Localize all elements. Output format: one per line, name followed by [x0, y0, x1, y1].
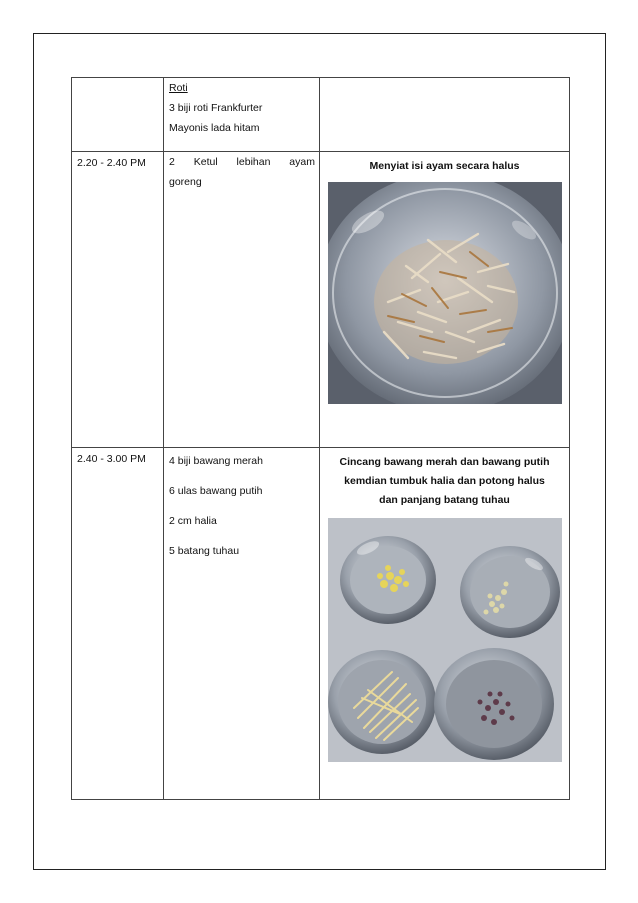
ingredient-item: 3 biji roti Frankfurter	[169, 102, 263, 114]
ingredient-item: 4 biji bawang merah	[169, 455, 263, 467]
time-cell	[72, 78, 164, 152]
time-cell: 2.20 - 2.40 PM	[72, 152, 164, 448]
ingredient-heading: Roti	[169, 82, 188, 94]
caption-line: dan panjang batang tuhau	[379, 494, 510, 506]
time-cell: 2.40 - 3.00 PM	[72, 448, 164, 800]
table-row	[72, 448, 570, 800]
step-caption	[320, 448, 569, 510]
ingredients-cell	[164, 152, 320, 448]
chopped-ingredients-photo	[328, 518, 562, 762]
schedule-table	[71, 77, 570, 800]
ingredient-item: 6 ulas bawang putih	[169, 485, 263, 497]
caption-line: Cincang bawang merah dan bawang putih	[339, 456, 550, 468]
ingredients-cell	[164, 78, 320, 152]
ingredient-item: 2 Ketul lebihan ayam	[169, 156, 315, 168]
ingredients-cell	[164, 448, 320, 800]
step-cell	[320, 78, 570, 152]
ingredient-item: Mayonis lada hitam	[169, 122, 260, 134]
ingredient-item: 2 cm halia	[169, 515, 217, 527]
table-row	[72, 152, 570, 448]
table-row	[72, 78, 570, 152]
step-cell	[320, 448, 570, 800]
step-caption: Menyiat isi ayam secara halus	[369, 160, 520, 172]
shredded-chicken-photo	[328, 182, 562, 404]
caption-line: kemdian tumbuk halia dan potong halus	[344, 475, 545, 487]
step-cell	[320, 152, 570, 448]
ingredient-item: 5 batang tuhau	[169, 545, 240, 557]
ingredient-item: goreng	[169, 176, 202, 188]
